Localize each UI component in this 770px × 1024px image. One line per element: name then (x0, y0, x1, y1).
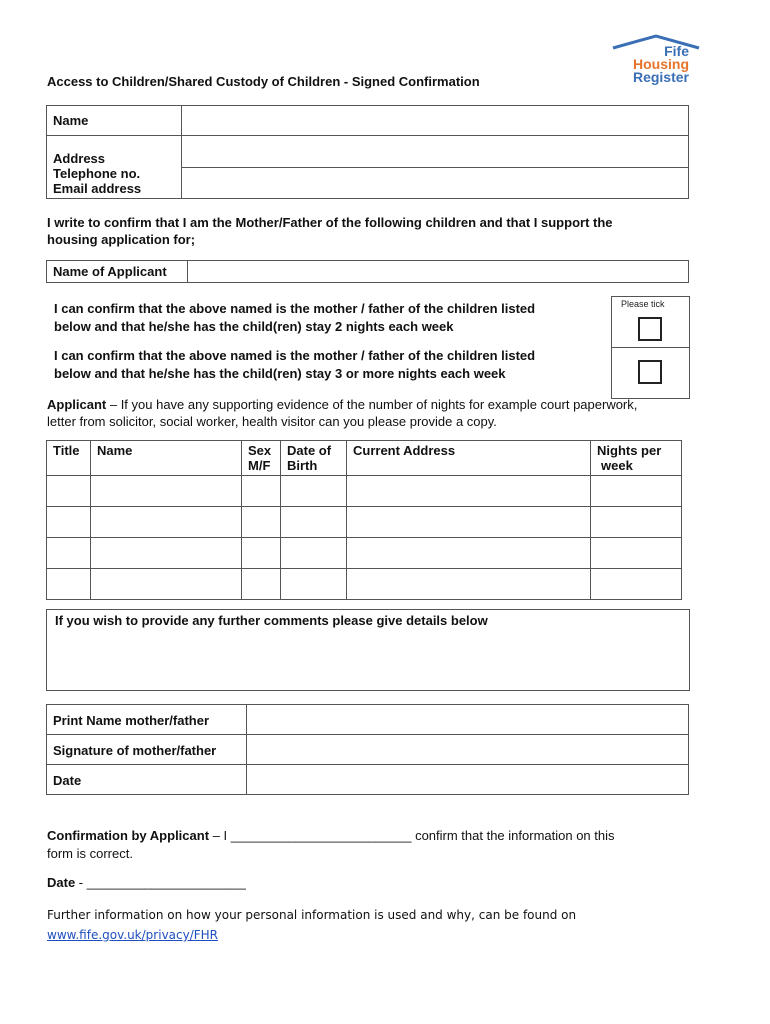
logo-line-fife: Fife (664, 43, 689, 59)
comments-label: If you wish to provide any further comments please give details below (55, 613, 488, 628)
child-sex-cell[interactable] (242, 538, 281, 569)
contact-table (46, 105, 689, 199)
signature-label: Signature of mother/father (47, 735, 247, 765)
table-row (47, 569, 682, 600)
col-sex-line1: Sex (248, 443, 272, 458)
tick-header: Please tick (621, 299, 665, 309)
telephone-label: Telephone no. (53, 166, 141, 181)
option2-line2: below and that he/she has the child(ren) stay 3 or more nights each week (54, 366, 506, 381)
col-sex (242, 441, 281, 476)
confirmation-statement (47, 827, 615, 863)
evidence-note (47, 396, 637, 430)
tick-panel (611, 296, 690, 399)
tick-box-3-nights[interactable] (638, 360, 662, 384)
child-title-cell[interactable] (47, 476, 91, 507)
privacy-note (47, 905, 576, 945)
child-sex-cell[interactable] (242, 507, 281, 538)
signature-table (46, 704, 689, 795)
children-table-header (47, 441, 682, 476)
applicant-label: Name of Applicant (47, 261, 188, 283)
email-label: Email address (53, 181, 142, 196)
table-row (47, 507, 682, 538)
child-nights-cell[interactable] (591, 507, 682, 538)
child-dob-cell[interactable] (281, 507, 347, 538)
fife-housing-register-logo (611, 34, 701, 88)
confirmation-bold: Confirmation by Applicant (47, 828, 210, 843)
signature-field[interactable] (247, 735, 689, 765)
address-label-cell (47, 136, 182, 199)
child-name-cell[interactable] (91, 569, 242, 600)
contact-details-field[interactable] (182, 167, 689, 199)
print-name-label: Print Name mother/father (47, 705, 247, 735)
child-dob-cell[interactable] (281, 538, 347, 569)
privacy-text: Further information on how your personal information is used and why, can be found on (47, 908, 577, 922)
option1-line1: I can confirm that the above named is the mother / father of the children listed (54, 301, 536, 316)
applicant-name-field[interactable] (188, 261, 689, 283)
table-row (47, 538, 682, 569)
col-name: Name (91, 441, 242, 476)
children-table (46, 440, 682, 600)
child-address-cell[interactable] (347, 476, 591, 507)
address-field[interactable] (182, 136, 689, 168)
option1-line2: below and that he/she has the child(ren) stay 2 nights each week (54, 319, 454, 334)
page-title: Access to Children/Shared Custody of Children - Signed Confirmation (47, 74, 480, 89)
privacy-link[interactable]: www.fife.gov.uk/privacy/FHR (47, 928, 219, 942)
child-address-cell[interactable] (347, 569, 591, 600)
confirmation-text: – I _________________________ confirm that the information on this (209, 828, 615, 843)
option2-line1: I can confirm that the above named is the mother / father of the children listed (54, 348, 536, 363)
applicant-table (46, 260, 689, 283)
child-sex-cell[interactable] (242, 476, 281, 507)
evidence-line1: – If you have any supporting evidence of the number of nights for example court paperwork, (106, 397, 638, 412)
table-row (47, 476, 682, 507)
child-name-cell[interactable] (91, 476, 242, 507)
child-dob-cell[interactable] (281, 476, 347, 507)
option-2-nights (54, 300, 535, 336)
child-name-cell[interactable] (91, 507, 242, 538)
child-title-cell[interactable] (47, 538, 91, 569)
col-nights-line1: Nights per (597, 443, 662, 458)
confirm-intro-line1: I write to confirm that I am the Mother/Father of the following children and that I support the (47, 215, 613, 230)
child-nights-cell[interactable] (591, 538, 682, 569)
date-line-text: - ______________________ (75, 875, 246, 890)
child-sex-cell[interactable] (242, 569, 281, 600)
name-label: Name (47, 106, 182, 136)
evidence-line2: letter from solicitor, social worker, health visitor can you please provide a copy. (47, 414, 497, 429)
child-dob-cell[interactable] (281, 569, 347, 600)
child-address-cell[interactable] (347, 507, 591, 538)
col-dob-line1: Date of (287, 443, 332, 458)
col-dob (281, 441, 347, 476)
tick-divider (612, 347, 689, 348)
col-dob-line2: Birth (287, 458, 318, 473)
address-label: Address (53, 151, 106, 166)
date-line-bold: Date (47, 875, 76, 890)
col-address: Current Address (347, 441, 591, 476)
option-3-nights (54, 347, 535, 383)
child-nights-cell[interactable] (591, 569, 682, 600)
confirmation-text2: form is correct. (47, 846, 133, 861)
child-title-cell[interactable] (47, 569, 91, 600)
name-field[interactable] (182, 106, 689, 136)
evidence-bold: Applicant (47, 397, 107, 412)
child-address-cell[interactable] (347, 538, 591, 569)
print-name-field[interactable] (247, 705, 689, 735)
confirm-intro (47, 214, 613, 248)
col-nights-line2: week (601, 458, 633, 473)
child-nights-cell[interactable] (591, 476, 682, 507)
col-sex-line2: M/F (248, 458, 271, 473)
confirm-intro-line2: housing application for; (47, 232, 196, 247)
logo-line-register: Register (632, 69, 689, 85)
child-name-cell[interactable] (91, 538, 242, 569)
date-label: Date (47, 765, 247, 795)
child-title-cell[interactable] (47, 507, 91, 538)
col-title: Title (47, 441, 91, 476)
date-line (47, 875, 246, 890)
comments-box[interactable] (46, 609, 690, 691)
col-nights (591, 441, 682, 476)
date-field[interactable] (247, 765, 689, 795)
logo-line-housing: Housing (633, 56, 689, 72)
tick-box-2-nights[interactable] (638, 317, 662, 341)
